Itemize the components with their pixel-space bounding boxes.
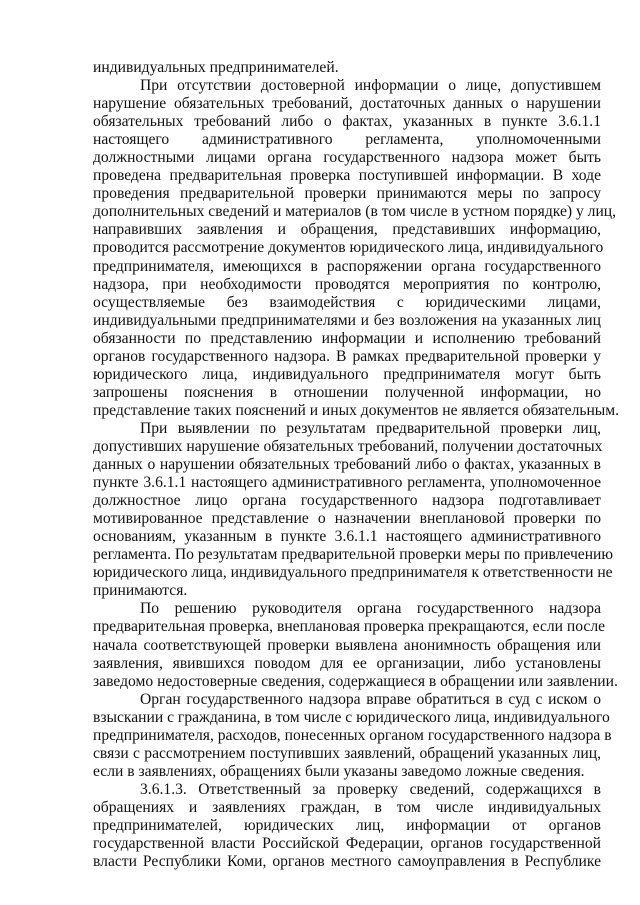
document-body: [93, 59, 620, 871]
text-line: если в заявлениях, обращениях были указаны заведомо ложные сведения.: [93, 762, 585, 780]
text-line: должностное лицо органа государственного надзора подготавливает: [93, 492, 601, 510]
text-line: обязательных требований либо о фактах, указанных в пункте 3.6.1.1: [93, 113, 601, 131]
text-line: представление таких пояснений и иных документов не является обязательным.: [93, 401, 620, 419]
text-line: По решению руководителя органа государственного надзора: [140, 600, 601, 618]
text-line: При отсутствии достоверной информации о лице, допустившем: [140, 77, 601, 95]
text-line: предпринимателя, имеющихся в распоряжении органа государственного: [93, 257, 601, 275]
text-line: юридического лица, индивидуального предпринимателя могут быть: [93, 365, 601, 383]
text-line: проводится рассмотрение документов юридического лица, индивидуального: [93, 239, 604, 257]
text-line: 3.6.1.3. Ответственный за проверку сведений, содержащихся в: [140, 780, 601, 798]
text-line: предварительная проверка, внеплановая проверка прекращаются, если после: [93, 618, 606, 636]
text-line: власти Республики Коми, органов местного самоуправления в Республике: [93, 853, 601, 871]
text-line: надзора, при необходимости проводятся мероприятия по контролю,: [93, 275, 601, 293]
text-line: принимаются.: [93, 582, 188, 600]
text-line: индивидуальных предпринимателей.: [93, 59, 339, 76]
text-line: юридического лица, индивидуального предпринимателя к ответственности не: [93, 564, 613, 582]
text-line: обязанности по представлению информации и исполнению требований: [93, 329, 601, 347]
text-line: При выявлении по результатам предварительной проверки лиц,: [140, 419, 601, 437]
text-line: индивидуальными предпринимателями и без возложения на указанных лиц: [93, 311, 601, 329]
text-line: предпринимателей, юридических лиц, информации от органов: [93, 816, 601, 834]
paragraph: [93, 77, 620, 420]
text-line: проведена предварительная проверка поступившей информации. В ходе: [93, 167, 601, 185]
text-line: взыскании с гражданина, в том числе с юридического лица, индивидуального: [93, 708, 610, 726]
text-line: регламента. По результатам предварительной проверки меры по привлечению: [93, 546, 614, 564]
text-line: пункте 3.6.1.1 настоящего административного регламента, уполномоченное: [93, 474, 601, 492]
text-line: нарушение обязательных требований, достаточных данных о нарушении: [93, 95, 601, 113]
paragraph: [93, 690, 612, 781]
text-line: заведомо недостоверные сведения, содержащиеся в обращении или заявлении.: [93, 672, 618, 690]
text-line: обращениях и заявлениях граждан, в том числе индивидуальных: [93, 798, 601, 816]
text-line: дополнительных сведений и материалов (в том числе в устном порядке) у лиц,: [93, 203, 617, 221]
text-line: заявления, явившихся поводом для ее организации, либо установлены: [93, 654, 601, 672]
text-line: предпринимателя, расходов, понесенных органом государственного надзора в: [93, 726, 612, 744]
text-line: допустивших нарушение обязательных требований, получении достаточных: [93, 437, 603, 455]
text-line: мотивированное представление о назначении внеплановой проверки по: [93, 510, 601, 528]
text-line: начала соответствующей проверки выявлена анонимность обращения или: [93, 636, 601, 654]
text-line: органов государственного надзора. В рамках предварительной проверки у: [93, 347, 601, 365]
text-line: основаниям, указанным в пункте 3.6.1.1 настоящего административного: [93, 528, 601, 546]
paragraph: [93, 419, 614, 600]
paragraph: [93, 600, 618, 690]
text-line: осуществляемые без взаимодействия с юридическими лицами,: [93, 293, 601, 311]
text-line: запрошены пояснения в отношении полученной информации, но: [93, 383, 601, 401]
text-line: направивших заявления и обращения, представивших информацию,: [93, 221, 601, 239]
text-line: Орган государственного надзора вправе обратиться в суд с иском о: [140, 690, 601, 708]
paragraph: [93, 59, 601, 77]
text-line: должностными лицами органа государственного надзора может быть: [93, 149, 601, 167]
paragraph: [93, 781, 601, 871]
text-line: данных о нарушении обязательных требований либо о фактах, указанных в: [93, 456, 601, 474]
text-line: связи с рассмотрением поступивших заявлений, обращений указанных лиц,: [93, 744, 601, 762]
text-line: настоящего административного регламента, уполномоченными: [93, 131, 601, 149]
text-line: проведения предварительной проверки принимаются меры по запросу: [93, 185, 601, 203]
text-line: государственной власти Российской Федерации, органов государственной: [93, 835, 601, 853]
